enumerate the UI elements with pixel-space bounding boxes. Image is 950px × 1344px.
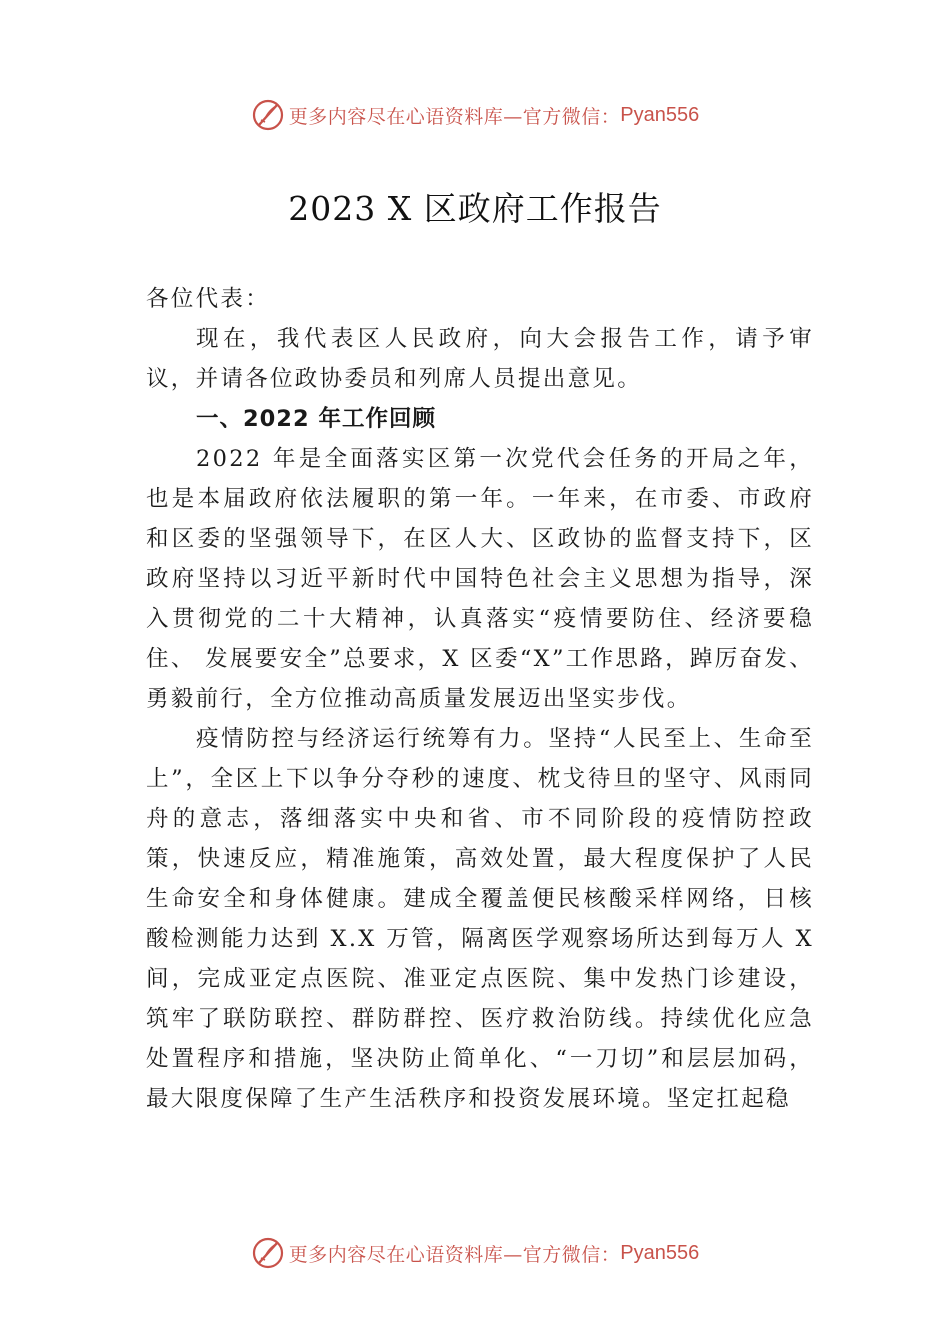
quill-logo-icon	[251, 98, 285, 132]
watermark-banner-top	[0, 95, 950, 135]
document-body	[146, 279, 814, 1119]
salutation: 各位代表：	[146, 286, 271, 312]
body-paragraph: 2022 年是全面落实区第一次党代会任务的开局之年，也是本届政府依法履职的第一年。一年来，在市委、市政府和区委的坚强领导下，在区人大、区政协的监督支持下，区政府坚持以习近平新时代中国特色社会主义思想为指导，深入贯彻党的二十大精神，认真落实“疫情要防住、经济要稳住、 发展要安全”总要求，X 区委“X”工作思路，踔厉奋发、勇毅前行，全方位推动高质量发展迈出坚实步伐。	[146, 446, 814, 712]
quill-logo-icon	[251, 1236, 285, 1270]
body-paragraph: 疫情防控与经济运行统筹有力。坚持“人民至上、生命至上”，全区上下以争分夺秒的速度、枕戈待旦的坚守、风雨同舟的意志，落细落实中央和省、市不同阶段的疫情防控政策，快速反应，精准施策，高效处置，最大程度保护了人民生命安全和身体健康。建成全覆盖便民核酸采样网络，日核酸检测能力达到 X.X 万管，隔离医学观察场所达到每万人 X 间，完成亚定点医院、准亚定点医院、集中发热门诊建设， 筑牢了联防联控、群防群控、医疗救治防线。持续优化应急处置程序和措施，坚决防止简单化、“一刀切”和层层加码， 最大限度保障了生产生活秩序和投资发展环境。坚定扛起稳	[146, 726, 814, 1112]
watermark-banner-bottom	[0, 1233, 950, 1273]
watermark-text: 更多内容尽在心语资料库—官方微信：	[288, 105, 621, 128]
body-paragraph: 现在，我代表区人民政府，向大会报告工作，请予审议，并请各位政协委员和列席人员提出意见。	[146, 326, 814, 392]
watermark-handle: Pyan556	[620, 103, 700, 126]
section-heading: 一、2022 年工作回顾	[196, 406, 436, 432]
watermark-handle: Pyan556	[620, 1241, 700, 1264]
watermark-text: 更多内容尽在心语资料库—官方微信：	[288, 1243, 621, 1266]
document-title: 2023 X 区政府工作报告	[288, 189, 662, 228]
